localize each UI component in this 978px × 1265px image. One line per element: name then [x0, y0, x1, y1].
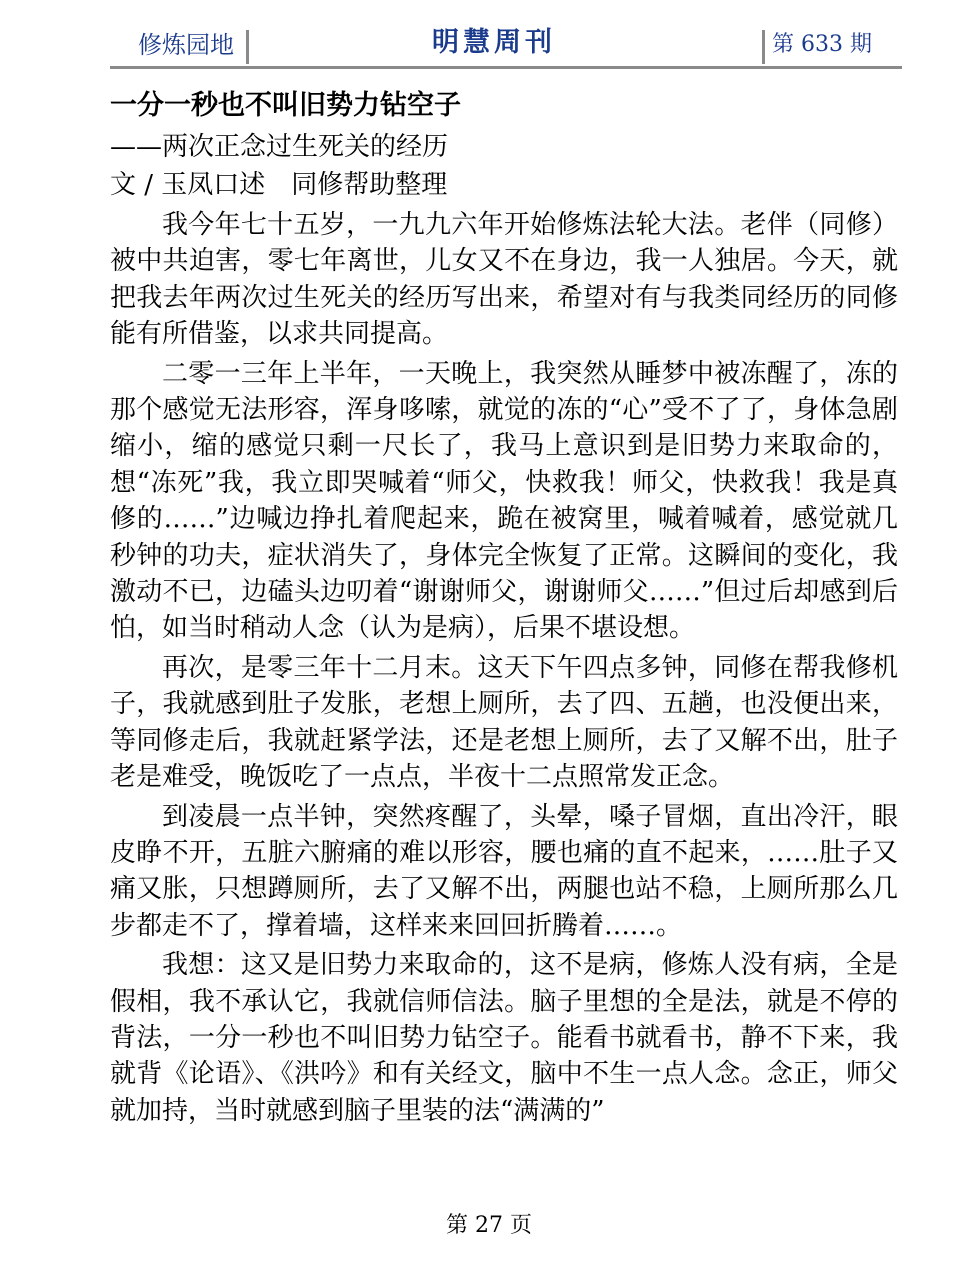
article-byline: [110, 166, 898, 204]
article-paragraph: 再次，是零三年十二月末。这天下午四点多钟，同修在帮我修机子，我就感到肚子发胀，老想上厕所，去了四、五趟，也没便出来，等同修走后，我就赶紧学法，还是老想上厕所，去了又解不出，肚子老是难受，晚饭吃了一点点，半夜十二点照常发正念。: [110, 652, 898, 793]
header-divider-left: [246, 30, 249, 64]
article-author: 文 / 玉凤口述: [110, 170, 266, 200]
header-issue-number: 第 633 期: [772, 32, 872, 57]
article-body: [110, 86, 898, 1129]
article-paragraph: 二零一三年上半年，一天晚上，我突然从睡梦中被冻醒了，冻的那个感觉无法形容，浑身哆嗦，就觉的冻的“心”受不了了，身体急剧缩小，缩的感觉只剩一尺长了，我马上意识到是旧势力来取命的，想“冻死”我，我立即哭喊着“师父，快救我！师父，快救我！我是真修的……”边喊边挣扎着爬起来，跪在被窝里，喊着喊着，感觉就几秒钟的功夫，症状消失了，身体完全恢复了正常。这瞬间的变化，我激动不已，边磕头边叨着“谢谢师父，谢谢师父……”但过后却感到后怕，如当时稍动人念（认为是病），后果不堪设想。: [110, 358, 898, 644]
page-number: 第 27 页: [446, 1213, 532, 1238]
header-publication-title: 明慧周刊: [432, 27, 556, 58]
header-rule: [110, 66, 902, 69]
article-editor: 同修帮助整理: [291, 170, 448, 200]
article-subtitle: ——两次正念过生死关的经历: [110, 132, 449, 162]
page-header: [110, 24, 902, 68]
header-divider-right: [762, 30, 765, 64]
article-paragraph: 到凌晨一点半钟，突然疼醒了，头晕，嗓子冒烟，直出冷汗，眼皮睁不开，五脏六腑痛的难以形容，腰也痛的直不起来，……肚子又痛又胀，只想蹲厕所，去了又解不出，两腿也站不稳，上厕所那么几步都走不了，撑着墙，这样来来回回折腾着……。: [110, 801, 898, 941]
article-paragraph: 我想：这又是旧势力来取命的，这不是病，修炼人没有病，全是假相，我不承认它，我就信师信法。脑子里想的全是法，就是不停的背法，一分一秒也不叫旧势力钻空子。能看书就看书，静不下来，我就背《论语》、《洪吟》和有关经文，脑中不生一点人念。念正，师父就加持，当时就感到脑子里装的法“满满的”: [110, 950, 898, 1126]
article-title: 一分一秒也不叫旧势力钻空子: [110, 90, 461, 121]
article-paragraph: 我今年七十五岁，一九九六年开始修炼法轮大法。老伴（同修）被中共迫害，零七年离世，儿女又不在身边，我一人独居。今天，就把我去年两次过生死关的经历写出来，希望对有与我类同经历的同修能有所借鉴，以求共同提高。: [110, 210, 898, 350]
header-section-label: 修炼园地: [138, 31, 234, 59]
